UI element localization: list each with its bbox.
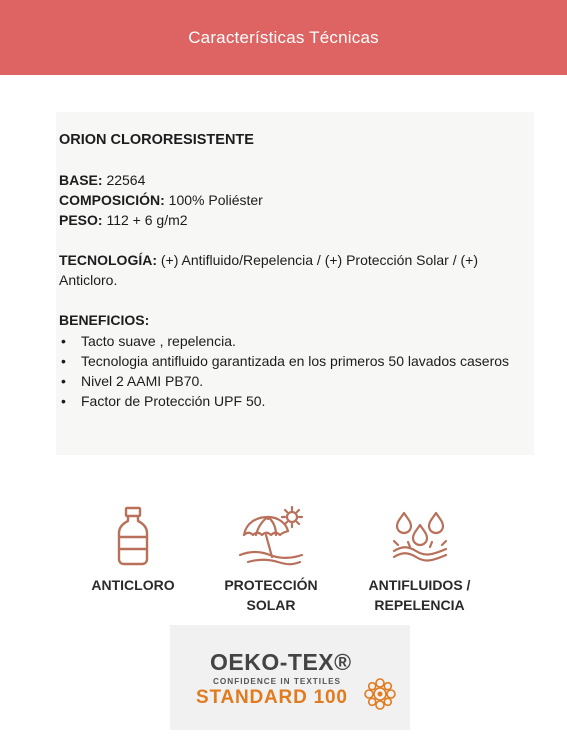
list-item: • Tacto suave , repelencia. <box>59 331 529 351</box>
beach-umbrella-icon <box>236 505 306 567</box>
benefits-title: BENEFICIOS: <box>59 312 150 328</box>
feature-proteccion-solar <box>206 505 336 615</box>
composition-value: 100% Poliéster <box>164 192 263 208</box>
composition-row <box>59 190 529 210</box>
spec-content <box>59 130 529 411</box>
weight-row <box>59 210 529 230</box>
list-item: • Nivel 2 AAMI PB70. <box>59 371 529 391</box>
benefits-list <box>59 331 529 411</box>
bottle-icon <box>113 505 153 567</box>
oeko-flower-icon <box>363 677 397 711</box>
feature-label: ANTICLORO <box>91 577 175 593</box>
feature-label: PROTECCIÓN <box>224 577 318 593</box>
oeko-standard: STANDARD 100 <box>196 687 348 708</box>
base-value: 22564 <box>102 172 146 188</box>
composition-label: COMPOSICIÓN: <box>59 192 165 208</box>
water-drops-icon <box>390 505 450 567</box>
weight-label: PESO: <box>59 212 103 228</box>
feature-anticloro <box>68 505 198 595</box>
feature-icons <box>0 505 567 615</box>
technology-value: (+) Antifluido/Repelencia / (+) Protección Solar / (+) Anticloro. <box>59 252 478 288</box>
base-label: BASE: <box>59 172 103 188</box>
page-title: Características Técnicas <box>188 27 379 47</box>
weight-value: 112 + 6 g/m2 <box>102 212 188 228</box>
header-banner <box>0 0 567 75</box>
list-item: • Factor de Protección UPF 50. <box>59 391 529 411</box>
base-row <box>59 170 529 190</box>
oeko-tagline: CONFIDENCE IN TEXTILES <box>213 677 341 686</box>
feature-label: ANTIFLUIDOS / <box>368 577 471 593</box>
feature-label: SOLAR <box>246 597 296 613</box>
product-title: ORION CLORORESISTENTE <box>59 132 254 148</box>
spec-panel <box>56 112 534 455</box>
feature-label: REPELENCIA <box>374 597 465 613</box>
feature-antifluidos <box>352 505 487 615</box>
list-item: • Tecnologia antifluido garantizada en los primeros 50 lavados caseros <box>59 351 529 371</box>
technology-label: TECNOLOGÍA: <box>59 252 157 268</box>
technology-row <box>59 250 527 290</box>
oeko-brand: OEKO-TEX® <box>210 649 352 675</box>
oeko-tex-badge <box>170 625 410 730</box>
